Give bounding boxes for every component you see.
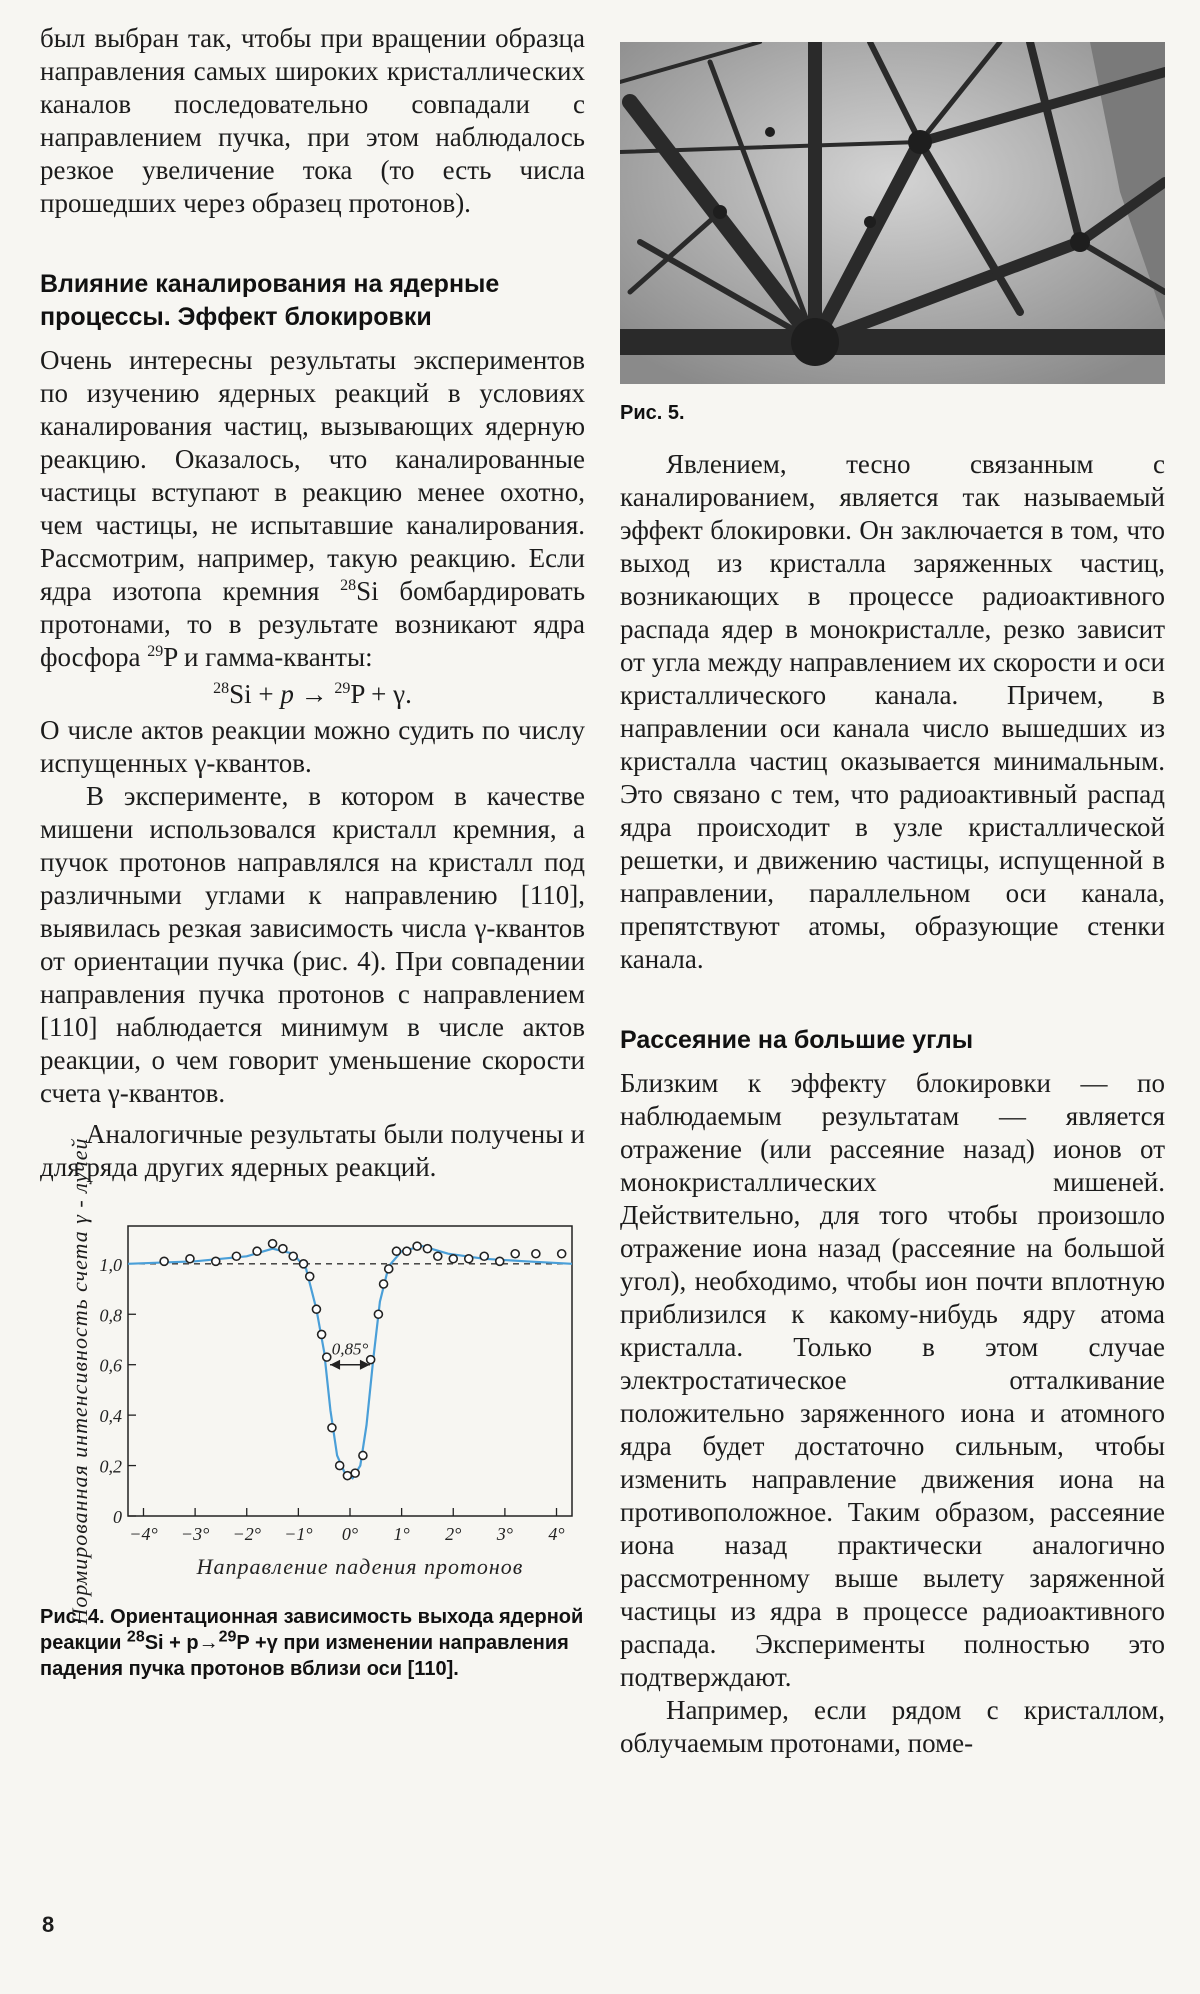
page-number: 8 xyxy=(42,1912,55,1937)
y-tick-label: 1,0 xyxy=(99,1254,122,1275)
data-point xyxy=(269,1240,277,1248)
data-point xyxy=(403,1247,411,1255)
data-point xyxy=(323,1353,331,1361)
x-tick-label: 2° xyxy=(445,1524,462,1544)
fit-curve xyxy=(128,1246,572,1478)
x-tick-label: −2° xyxy=(232,1524,261,1544)
data-point xyxy=(496,1257,504,1265)
data-point xyxy=(186,1255,194,1263)
data-point xyxy=(279,1245,287,1253)
paragraph-backscattering: Близким к эффекту блокировки — по наблюдаемым результатам — является отражение (или рассеяние назад) ионов от монокристаллических мишеней. Действительно, для того чтобы произошло отражение иона назад (рассеяние на большой угол), необходимо, чтобы ион почти вплотную приблизился к какому-нибудь ядру атома кристалла. Только в этом случае электростатическое отталкивание положительно заряженного иона и атомного ядра будет достаточно сильным, чтобы изменить направление движения иона на противоположное. Таким образом, рассеяние иона назад практически аналогично рассмотренному выше вылету заряженной частицы из ядра в процессе радиоактивного распада. Эксперименты полностью это подтверждают. xyxy=(620,1068,1165,1692)
data-point xyxy=(558,1250,566,1258)
paragraph-blocking-effect: Явлением, тесно связанным с каналированием, является так называемый эффект блокировки. Он заключается в том, что выход из кристалла заряженных частиц, возникающих в процессе радиоактивного распада ядер в монокристалле, резко зависит от угла между направлением их скорости и оси кристаллического канала. Причем, в направлении оси канала число вышедших из кристалла частиц оказывается минимальным. Это связано с тем, что радиоактивный распад ядра происходит в узле кристаллической решетки, и движению частицы, испущенной в направлении, параллельном оси канала, препятствуют атомы, образующие стенки канала. xyxy=(620,449,1165,974)
data-point xyxy=(160,1257,168,1265)
right-column xyxy=(620,22,1165,1760)
paragraph-gamma-count: О числе актов реакции можно судить по числу испущенных γ-квантов. xyxy=(40,715,585,778)
x-tick-label: 0° xyxy=(341,1524,359,1544)
data-point xyxy=(343,1472,351,1480)
chart-svg xyxy=(40,1206,585,1596)
channeling-pattern-image xyxy=(620,42,1165,384)
fwhm-arrowhead-left xyxy=(330,1360,340,1370)
data-point xyxy=(480,1252,488,1260)
data-point xyxy=(385,1265,393,1273)
paragraph-example: Например, если рядом с кристаллом, облучаемым протонами, поме- xyxy=(620,1695,1165,1758)
figure-4-caption: Рис. 4. Ориентационная зависимость выхода ядерной реакции $^{28}$Si + p→$^{29}$P +γ при изменении направления падения пучка протонов вблизи оси [110]. xyxy=(40,1606,584,1680)
data-point xyxy=(351,1469,359,1477)
data-point xyxy=(359,1451,367,1459)
paragraph-nuclear-reactions: Очень интересны результаты экспериментов по изучению ядерных реакций в условиях каналирования частиц, вызывающих ядерную реакцию. Оказалось, что каналированные частицы вступают в реакцию менее охотно, чем частицы, не испытавшие каналирования. Рассмотрим, например, такую реакцию. Если ядра изотопа кремния $^{28}$Si бомбардировать протонами, то в результате возникают ядра фосфора $^{29}$P и гамма-кванты: xyxy=(40,345,586,672)
x-tick-label: 1° xyxy=(393,1524,410,1544)
section-heading-channeling: Влияние каналирования на ядерные процессы. Эффект блокировки xyxy=(40,270,500,331)
data-point xyxy=(289,1252,297,1260)
figure-5-caption: Рис. 5. xyxy=(620,402,685,424)
data-point xyxy=(413,1242,421,1250)
data-point xyxy=(423,1245,431,1253)
paragraph-intro: был выбран так, чтобы при вращении образца направления самых широких кристаллических каналов последовательно совпадали с направлением пучка, при этом наблюдалось резкое увеличение тока (то есть числа прошедших через образец протонов). xyxy=(40,23,585,218)
figure-5-photo xyxy=(620,42,1165,384)
x-tick-label: 4° xyxy=(548,1524,565,1544)
x-tick-label: 3° xyxy=(496,1524,513,1544)
data-point xyxy=(312,1305,320,1313)
y-tick-label: 0,8 xyxy=(99,1305,122,1326)
paragraph-experiment: В эксперименте, в котором в качестве мишени использовался кристалл кремния, а пучок протонов направлялся на кристалл под различными углами к направлению [110], выявилась резкая зависимость числа γ-квантов от ориентации пучка (рис. 4). При совпадении направления пучка протонов с направлением [110] наблюдается минимум в числе актов реакции, о чем говорит уменьшение скорости счета γ-квантов. xyxy=(40,781,585,1108)
x-tick-label: −3° xyxy=(180,1524,210,1544)
chart-x-axis-label: Направление падения протонов xyxy=(196,1554,524,1579)
data-point xyxy=(532,1250,540,1258)
data-point xyxy=(392,1247,400,1255)
data-point xyxy=(328,1424,336,1432)
chart-y-axis-label: Нормированная интенсивность счета γ - лучей xyxy=(67,1137,92,1625)
data-point xyxy=(306,1272,314,1280)
data-point xyxy=(318,1330,326,1338)
left-column xyxy=(40,22,585,1682)
fwhm-annotation: 0,85° xyxy=(331,1339,369,1359)
reaction-formula: $^{28}$Si + p → $^{29}$P + γ. xyxy=(213,679,412,709)
data-point xyxy=(212,1257,220,1265)
data-point xyxy=(336,1462,344,1470)
data-point xyxy=(253,1247,261,1255)
section-heading-scattering: Рассеяние на большие углы xyxy=(620,1026,974,1054)
data-point xyxy=(380,1280,388,1288)
data-point xyxy=(511,1250,519,1258)
y-tick-label: 0,4 xyxy=(99,1406,122,1427)
y-tick-label: 0,6 xyxy=(99,1355,122,1376)
data-point xyxy=(434,1252,442,1260)
data-point xyxy=(449,1255,457,1263)
data-point xyxy=(232,1252,240,1260)
x-tick-label: −1° xyxy=(284,1524,313,1544)
y-tick-label: 0,2 xyxy=(99,1456,122,1477)
data-point xyxy=(300,1260,308,1268)
y-tick-label: 0 xyxy=(113,1507,122,1527)
x-tick-label: −4° xyxy=(129,1524,158,1544)
data-point xyxy=(374,1310,382,1318)
data-point xyxy=(465,1255,473,1263)
paragraph-similar-results: Аналогичные результаты были получены и для ряда других ядерных реакций. xyxy=(40,1119,585,1182)
